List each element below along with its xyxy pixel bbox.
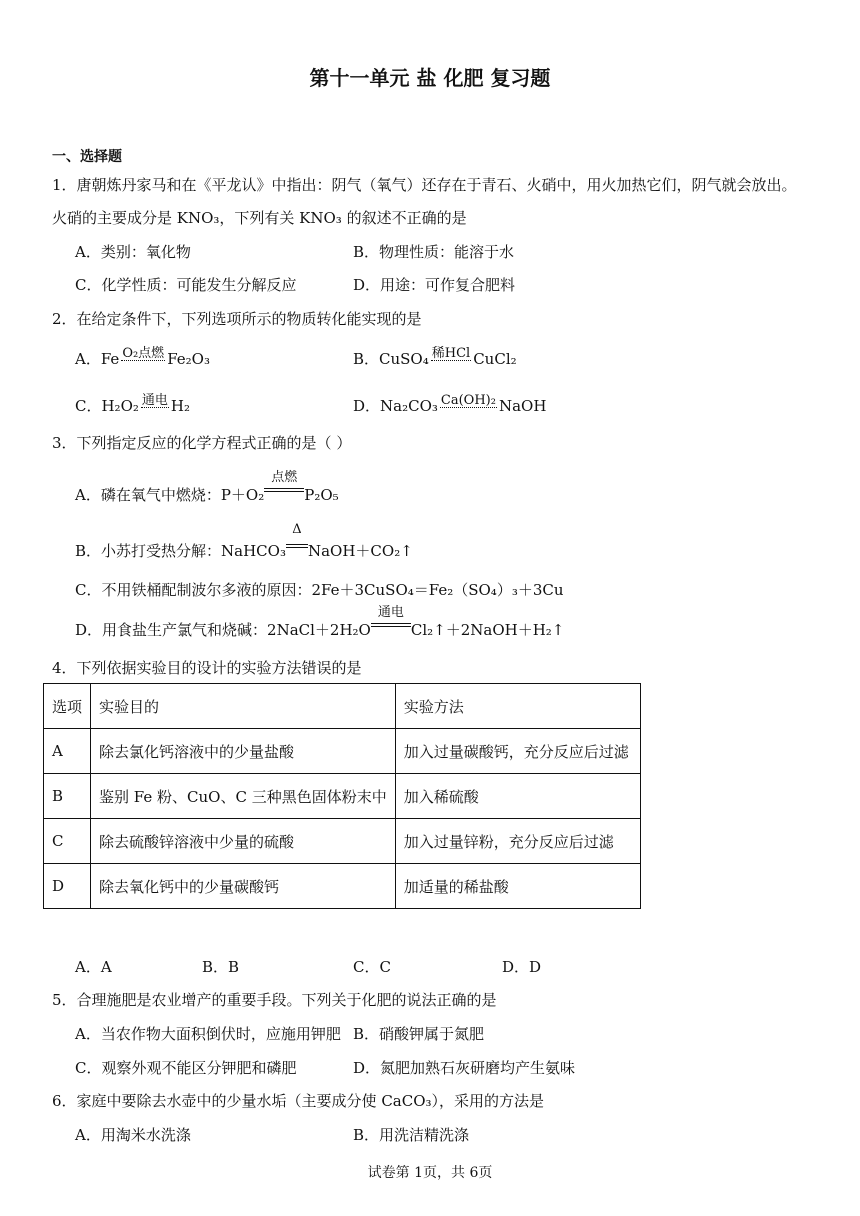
q2-option-d xyxy=(353,395,546,416)
q4-option-a: A．A xyxy=(75,958,112,976)
header-cell: 选项 xyxy=(44,684,91,729)
table-row xyxy=(44,774,641,819)
q5-option-b: B．硝酸钾属于氮肥 xyxy=(353,1025,485,1043)
q5-option-a: A．当农作物大面积倒伏时，应施用钾肥 xyxy=(75,1025,341,1043)
equals-sign xyxy=(371,605,411,635)
q3-stem: 3．下列指定反应的化学方程式正确的是（ ） xyxy=(52,434,352,452)
q4-option-d: D．D xyxy=(502,958,542,976)
reaction-arrow xyxy=(440,393,497,416)
table-row xyxy=(44,729,641,774)
q4-table xyxy=(43,683,641,909)
table-cell: 鉴别 Fe 粉、CuO、C 三种黑色固体粉末中 xyxy=(91,774,396,819)
header-cell: 实验方法 xyxy=(395,684,640,729)
q1-option-a: A．类别：氧化物 xyxy=(75,243,191,261)
q5-stem: 5．合理施肥是农业增产的重要手段。下列关于化肥的说法正确的是 xyxy=(52,991,497,1009)
q2-option-a xyxy=(75,348,210,369)
q3-option-d xyxy=(75,605,565,640)
q3-option-a xyxy=(75,470,339,505)
q3-b-products: NaOH＋CO₂↑ xyxy=(307,542,413,560)
q2-c-condition: 通电 xyxy=(141,393,168,408)
q2-option-c xyxy=(75,395,190,416)
q3-d-reactants: D．用食盐生产氯气和烧碱：2NaCl＋2H₂O xyxy=(75,621,371,639)
q3-option-c: C．不用铁桶配制波尔多液的原因：2Fe＋3CuSO₄＝Fe₂（SO₄）₃＋3Cu xyxy=(75,581,564,599)
table-cell: B xyxy=(44,774,91,819)
table-cell: 加入过量锌粉，充分反应后过滤 xyxy=(395,819,640,864)
equals-sign xyxy=(286,522,308,556)
table-cell: D xyxy=(44,864,91,909)
q1-stem-line1: 1．唐朝炼丹家马和在《平龙认》中指出：阴气（氧气）还存在于青石、火硝中，用火加热它们，阴气就会放出。 xyxy=(52,176,797,194)
q3-option-b xyxy=(75,522,413,561)
reaction-arrow xyxy=(431,346,471,369)
table-row xyxy=(44,819,641,864)
q3-a-products: P₂O₅ xyxy=(304,486,339,504)
q2-d-condition: Ca(OH)₂ xyxy=(440,393,496,408)
table-cell: 除去硫酸锌溶液中少量的硫酸 xyxy=(91,819,396,864)
q1-option-c: C．化学性质：可能发生分解反应 xyxy=(75,276,297,294)
q4-option-b: B．B xyxy=(202,958,240,976)
q2-a-product: Fe₂O₃ xyxy=(167,350,210,368)
q3-b-reactants: B．小苏打受热分解：NaHCO₃ xyxy=(75,542,286,560)
q2-a-condition: O₂点燃 xyxy=(122,346,165,361)
q3-a-reactants: A．磷在氧气中燃烧：P＋O₂ xyxy=(75,486,265,504)
q2-c-product: H₂ xyxy=(170,397,191,415)
q6-stem: 6．家庭中要除去水壶中的少量水垢（主要成分使 CaCO₃），采用的方法是 xyxy=(52,1092,545,1110)
q1-option-d: D．用途：可作复合肥料 xyxy=(353,276,516,294)
q5-option-c: C．观察外观不能区分钾肥和磷肥 xyxy=(75,1059,297,1077)
q3-b-condition: Δ xyxy=(292,522,302,537)
q4-stem: 4．下列依据实验目的设计的实验方法错误的是 xyxy=(52,659,362,677)
table-cell: 除去氧化钙中的少量碳酸钙 xyxy=(91,864,396,909)
q2-b-condition: 稀HCl xyxy=(431,346,471,361)
header-cell: 实验目的 xyxy=(91,684,396,729)
q2-option-b xyxy=(353,348,517,369)
table-cell: C xyxy=(44,819,91,864)
q4-option-c: C．C xyxy=(353,958,391,976)
reaction-arrow xyxy=(141,393,169,416)
q1-option-b: B．物理性质：能溶于水 xyxy=(353,243,515,261)
q2-d-reactant: D．Na₂CO₃ xyxy=(353,397,438,415)
q3-d-condition: 通电 xyxy=(377,605,404,620)
table-cell: 加入过量碳酸钙，充分反应后过滤 xyxy=(395,729,640,774)
q6-option-a: A．用淘米水洗涤 xyxy=(75,1126,191,1144)
table-cell: 加适量的稀盐酸 xyxy=(395,864,640,909)
q3-a-condition: 点燃 xyxy=(271,470,298,485)
q5-option-d: D．氮肥加熟石灰研磨均产生氨味 xyxy=(353,1059,576,1077)
table-cell: 加入稀硫酸 xyxy=(395,774,640,819)
q2-c-reactant: C．H₂O₂ xyxy=(75,397,139,415)
q2-b-reactant: B．CuSO₄ xyxy=(353,350,429,368)
table-header-row xyxy=(44,684,641,729)
q2-stem: 2．在给定条件下，下列选项所示的物质转化能实现的是 xyxy=(52,310,422,328)
equals-sign xyxy=(264,470,304,500)
table-cell: 除去氯化钙溶液中的少量盐酸 xyxy=(91,729,396,774)
q6-option-b: B．用洗洁精洗涤 xyxy=(353,1126,470,1144)
table-row xyxy=(44,864,641,909)
section-heading: 一、选择题 xyxy=(52,149,122,165)
q3-d-products: Cl₂↑＋2NaOH＋H₂↑ xyxy=(410,621,565,639)
table-cell: A xyxy=(44,729,91,774)
q1-stem-line2: 火硝的主要成分是 KNO₃，下列有关 KNO₃ 的叙述不正确的是 xyxy=(52,209,467,227)
q2-b-product: CuCl₂ xyxy=(473,350,517,368)
q2-a-reactant: A．Fe xyxy=(75,350,120,368)
page-title: 第十一单元 盐 化肥 复习题 xyxy=(309,66,551,90)
reaction-arrow xyxy=(121,346,165,369)
q2-d-product: NaOH xyxy=(498,397,547,415)
page-footer: 试卷第 1页，共 6页 xyxy=(367,1165,493,1181)
